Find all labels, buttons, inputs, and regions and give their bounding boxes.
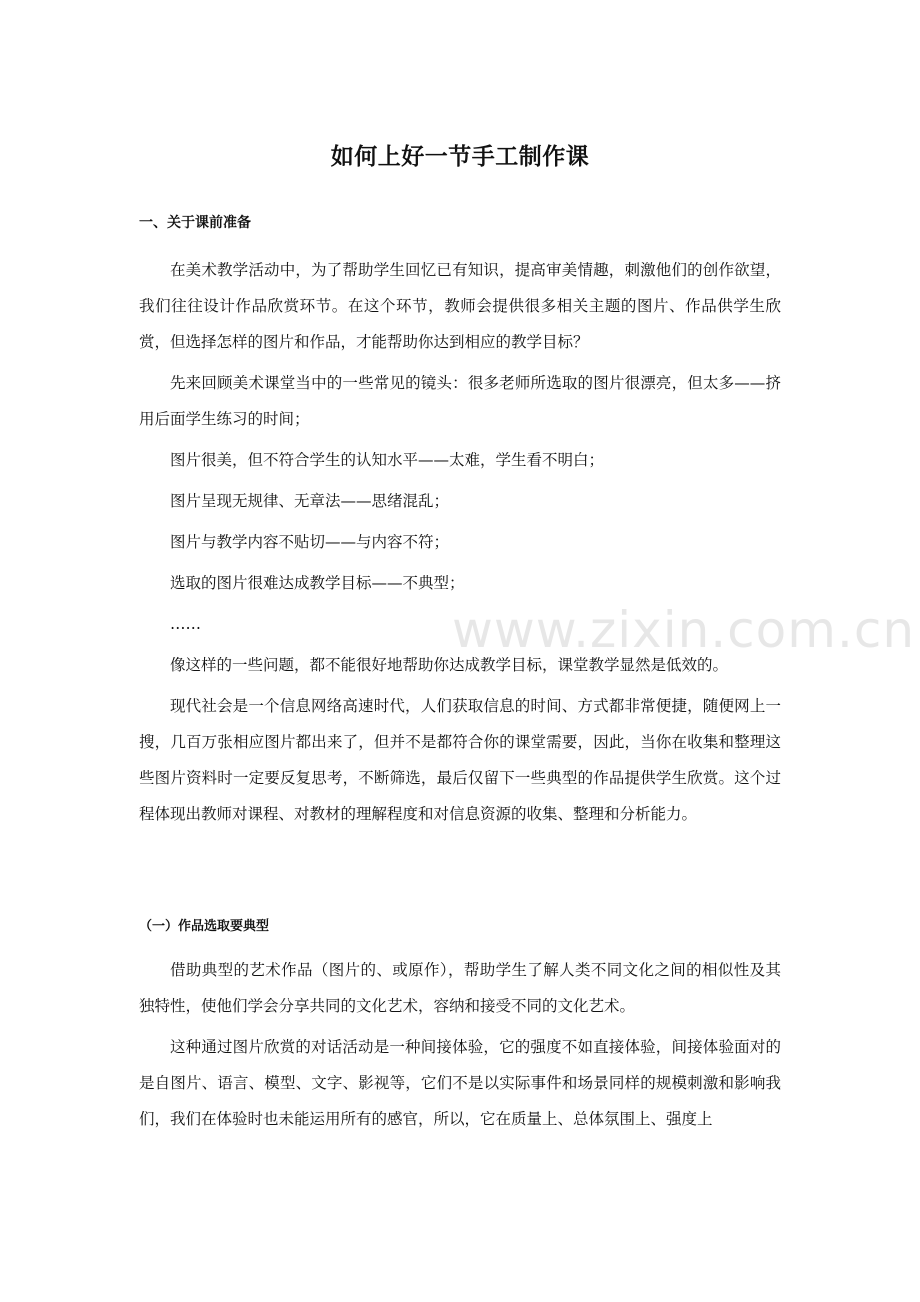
paragraph: 像这样的一些问题，都不能很好地帮助你达成教学目标，课堂教学显然是低效的。 [170, 656, 729, 674]
paragraph: 选取的图片很难达成教学目标——不典型； [170, 574, 465, 592]
paragraph: 现代社会是一个信息网络高速时代，人们获取信息的时间、方式都非常便捷，随便网上一搜，几百万张相应图片都出来了，但并不是都符合你的课堂需要，因此，当你在收集和整理这些图片资料时一定要反复思考，不断筛选，最后仅留下一些典型的作品提供学生欣赏。这个过程体现出教师对课程、对教材的理解程度和对信息资源的收集、整理和分析能力。 [139, 697, 781, 823]
paragraph: 借助典型的艺术作品（图片的、或原作），帮助学生了解人类不同文化之间的相似性及其独特性，使他们学会分享共同的文化艺术，容纳和接受不同的文化艺术。 [139, 961, 781, 1015]
section-body [139, 252, 781, 837]
paragraph: 在美术教学活动中，为了帮助学生回忆已有知识，提高审美情趣，刺激他们的创作欲望，我们往往设计作品欣赏环节。在这个环节，教师会提供很多相关主题的图片、作品供学生欣赏，但选择怎样的图片和作品，才能帮助你达到相应的教学目标？ [139, 261, 781, 351]
paragraph: 这种通过图片欣赏的对话活动是一种间接体验，它的强度不如直接体验，间接体验面对的是自图片、语言、模型、文字、影视等，它们不是以实际事件和场景同样的规模刺激和影响我们，我们在体验时也未能运用所有的感官，所以，它在质量上、总体氛围上、强度上 [139, 1038, 781, 1128]
subsection-body [139, 952, 781, 1142]
paragraph: …… [170, 615, 201, 633]
paragraph: 图片呈现无规律、无章法——思绪混乱； [170, 492, 450, 510]
paragraph: 图片很美，但不符合学生的认知水平——太难，学生看不明白； [170, 451, 605, 469]
paragraph: 图片与教学内容不贴切——与内容不符； [170, 533, 450, 551]
paragraph: 先来回顾美术课堂当中的一些常见的镜头：很多老师所选取的图片很漂亮，但太多——挤用后面学生练习的时间； [139, 374, 781, 428]
watermark: www.zixin.com.cn [452, 601, 916, 659]
subsection-heading: （一）作品选取要典型 [139, 919, 270, 934]
document-title: 如何上好一节手工制作课 [330, 144, 590, 170]
section-heading: 一、关于课前准备 [139, 215, 251, 231]
